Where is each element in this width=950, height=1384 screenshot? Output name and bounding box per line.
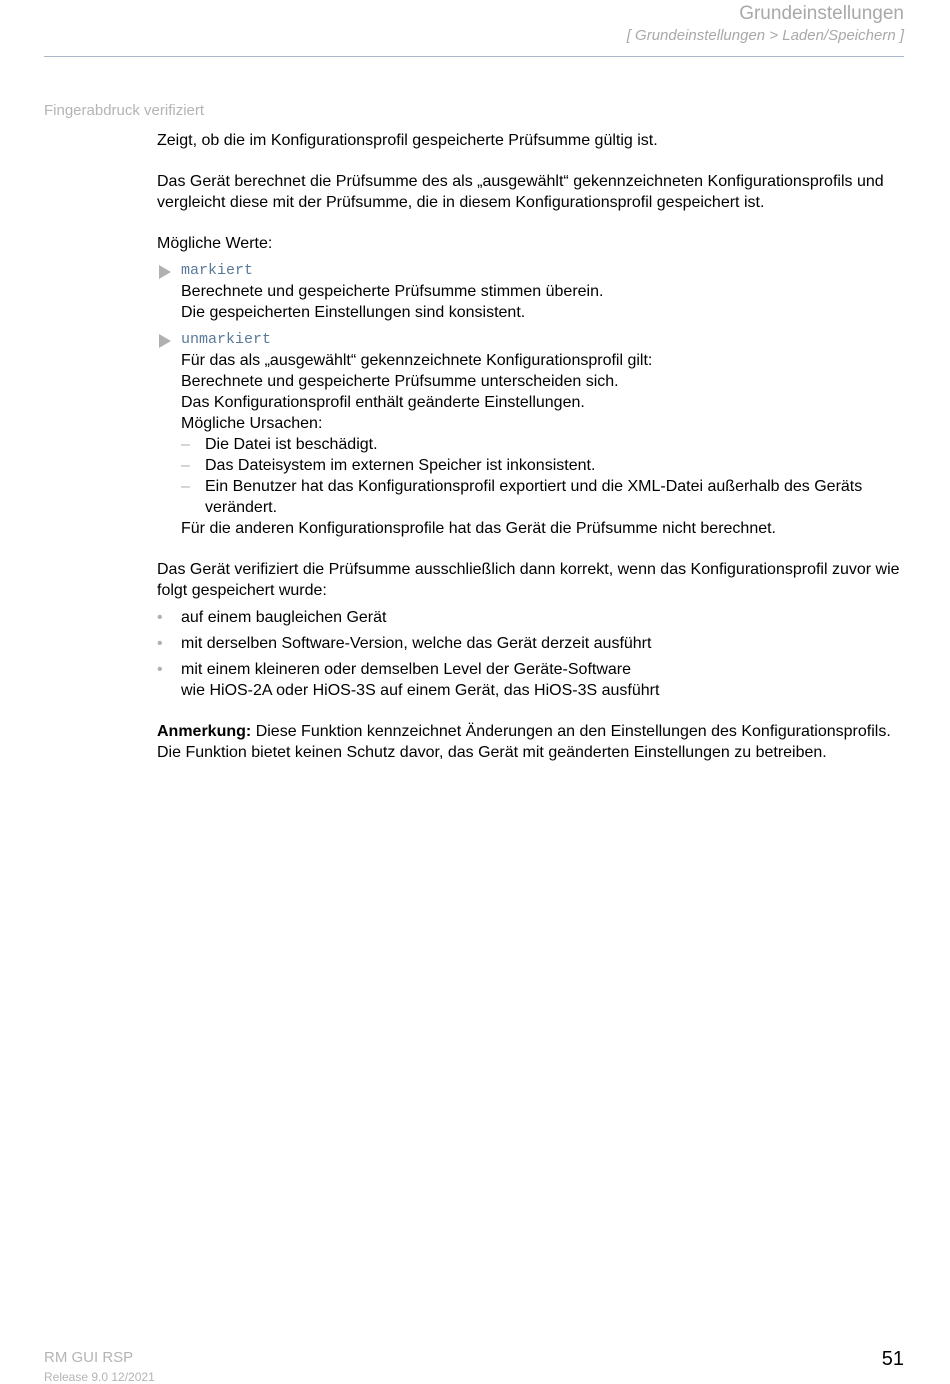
triangle-right-icon: [159, 334, 171, 348]
dash-icon: –: [181, 436, 190, 453]
conditions-intro: Das Gerät verifiziert die Prüfsumme ausschließlich dann korrekt, wenn das Konfigurationsprofil zuvor wie folgt gespeichert wurde:: [157, 561, 900, 599]
list-item: – Die Datei ist beschädigt.: [181, 436, 378, 453]
value-name: markiert: [181, 262, 254, 279]
value-description-line: Berechnete und gespeicherte Prüfsumme stimmen überein.: [181, 283, 604, 300]
value-description-line: Berechnete und gespeicherte Prüfsumme unterscheiden sich.: [181, 373, 619, 390]
description-paragraph: Das Gerät berechnet die Prüfsumme des als „ausgewählt“ gekennzeichneten Konfigurationsprofils und vergleicht diese mit der Prüfsumme, die in diesem Konfigurationsprofil gespeichert ist.: [157, 173, 884, 211]
value-description-line: Die gespeicherten Einstellungen sind konsistent.: [181, 304, 526, 321]
value-option-marked: [157, 260, 907, 323]
triangle-right-icon: [159, 265, 171, 279]
list-item: – Ein Benutzer hat das Konfigurationsprofil exportiert und die XML-Datei außerhalb des Geräts verändert.: [181, 478, 863, 516]
note-text: Diese Funktion kennzeichnet Änderungen an den Einstellungen des Konfigurationsprofils. Die Funktion bietet keinen Schutz davor, das Gerät mit geänderten Einstellungen zu betreiben.: [157, 723, 891, 761]
values-heading: Mögliche Werte:: [157, 235, 273, 252]
release-info: Release 9.0 12/2021: [44, 1370, 155, 1384]
page-number: 51: [881, 1348, 904, 1370]
dash-icon: –: [181, 457, 190, 474]
document-title: RM GUI RSP: [44, 1349, 134, 1366]
bullet-icon: •: [157, 661, 163, 678]
intro-text: Zeigt, ob die im Konfigurationsprofil gespeicherte Prüfsumme gültig ist.: [157, 132, 658, 149]
note-label: Anmerkung:: [157, 723, 252, 740]
parameter-label: Fingerabdruck verifiziert: [44, 102, 205, 119]
breadcrumb: [ Grundeinstellungen > Laden/Speichern ]: [626, 27, 904, 44]
list-item: • mit einem kleineren oder demselben Level der Geräte-Software wie HiOS-2A oder HiOS-3S auf einem Gerät, das HiOS-3S ausführt: [157, 661, 660, 699]
value-description-line: Mögliche Ursachen:: [181, 415, 323, 432]
parameter-description: [157, 130, 907, 763]
causes-list: [181, 434, 907, 518]
list-item: – Das Dateisystem im externen Speicher ist inkonsistent.: [181, 457, 596, 474]
list-item: • mit derselben Software-Version, welche das Gerät derzeit ausführt: [157, 635, 652, 652]
value-description-line: Für die anderen Konfigurationsprofile hat das Gerät die Prüfsumme nicht berechnet.: [181, 520, 776, 537]
value-description-line: Für das als „ausgewählt“ gekennzeichnete Konfigurationsprofil gilt:: [181, 352, 653, 369]
dash-icon: –: [181, 478, 190, 495]
chapter-title: Grundeinstellungen: [739, 3, 904, 24]
value-option-unmarked: [157, 329, 907, 539]
list-item: • auf einem baugleichen Gerät: [157, 609, 387, 626]
bullet-icon: •: [157, 635, 163, 652]
conditions-list: [157, 607, 907, 701]
header-divider: [44, 56, 904, 57]
value-description-line: Das Konfigurationsprofil enthält geänderte Einstellungen.: [181, 394, 585, 411]
bullet-icon: •: [157, 609, 163, 626]
note-paragraph: [157, 721, 907, 763]
value-name: unmarkiert: [181, 331, 272, 348]
